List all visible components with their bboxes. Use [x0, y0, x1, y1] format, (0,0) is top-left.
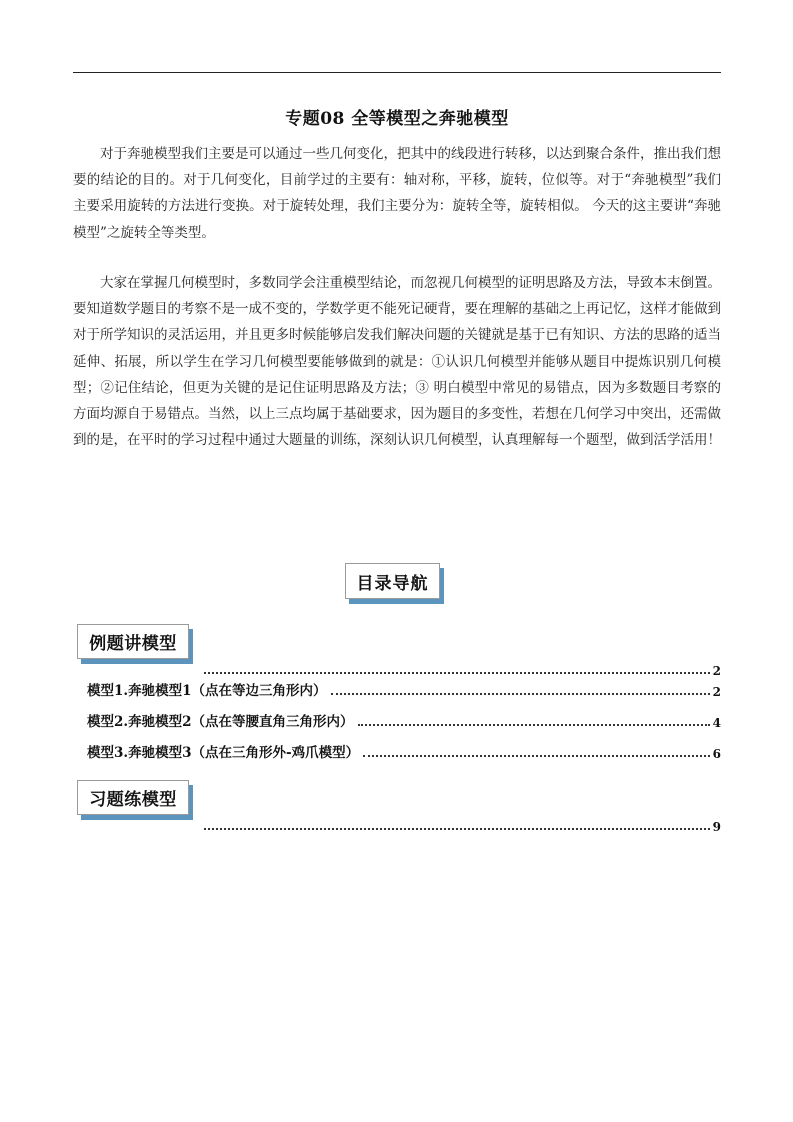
header-rule: [73, 72, 721, 73]
toc-page-number: 4: [712, 716, 721, 730]
dot-leader: [204, 828, 710, 830]
toc-page-number: 2: [712, 685, 721, 699]
dot-leader: [331, 693, 710, 695]
dot-leader: [358, 724, 710, 726]
toc-page-number: 2: [712, 664, 721, 678]
toc-entry-model-3[interactable]: [87, 743, 721, 761]
dot-leader: [204, 672, 710, 674]
toc-entry-model-2[interactable]: [87, 712, 721, 730]
toc-entry-label: 模型2.奔驰模型2（点在等腰直角三角形内）: [87, 714, 354, 730]
toc-entry-label: 模型1.奔驰模型1（点在等边三角形内）: [87, 683, 327, 699]
document-title: 专题08 全等模型之奔驰模型: [285, 109, 509, 129]
study-advice-paragraph: 大家在掌握几何模型时，多数同学会注重模型结论，而忽视几何模型的证明思路及方法，导致本末倒置。要知道数学题目的考察不是一成不变的，学数学更不能死记硬背，要在理解的基础之上再记忆，这样才能做到对于所学知识的灵活运用，并且更多时候能够启发我们解决问题的关键就是基于已有知识、方法的思路的适当延伸、拓展，所以学生在学习几何模型要能够做到的就是：①认识几何模型并能够从题目中提炼识别几何模型；②记住结论，但更为关键的是记住证明思路及方法；③ 明白模型中常见的易错点，因为多数题目考察的方面均源自于易错点。当然，以上三点均属于基础要求，因为题目的多变性，若想在几何学习中突出，还需做到的是，在平时的学习过程中通过大题量的训练，深刻认识几何模型，认真理解每一个题型，做到活学活用！: [73, 275, 721, 449]
toc-entry-exercises-section[interactable]: [204, 816, 721, 834]
toc-page-number: 6: [712, 747, 721, 761]
section-tab-exercises[interactable]: 习题练模型: [77, 780, 189, 815]
toc-page-number: 9: [712, 820, 721, 834]
toc-entry-examples-section[interactable]: [204, 660, 721, 678]
toc-entry-model-1[interactable]: [87, 681, 721, 699]
dot-leader: [363, 755, 710, 757]
section-tab-examples[interactable]: 例题讲模型: [77, 624, 189, 659]
intro-paragraph: 对于奔驰模型我们主要是可以通过一些几何变化，把其中的线段进行转移，以达到聚合条件，推出我们想要的结论的目的。对于几何变化，目前学过的主要有：轴对称，平移，旋转，位似等。对于“奔驰模型”我们主要采用旋转的方法进行变换。对于旋转处理，我们主要分为：旋转全等，旋转相似。 今天的这主要讲“奔驰模型”之旋转全等类型。: [73, 146, 721, 241]
toc-entry-label: 模型3.奔驰模型3（点在三角形外-鸡爪模型）: [87, 745, 360, 761]
toc-heading: 目录导航: [345, 563, 440, 599]
